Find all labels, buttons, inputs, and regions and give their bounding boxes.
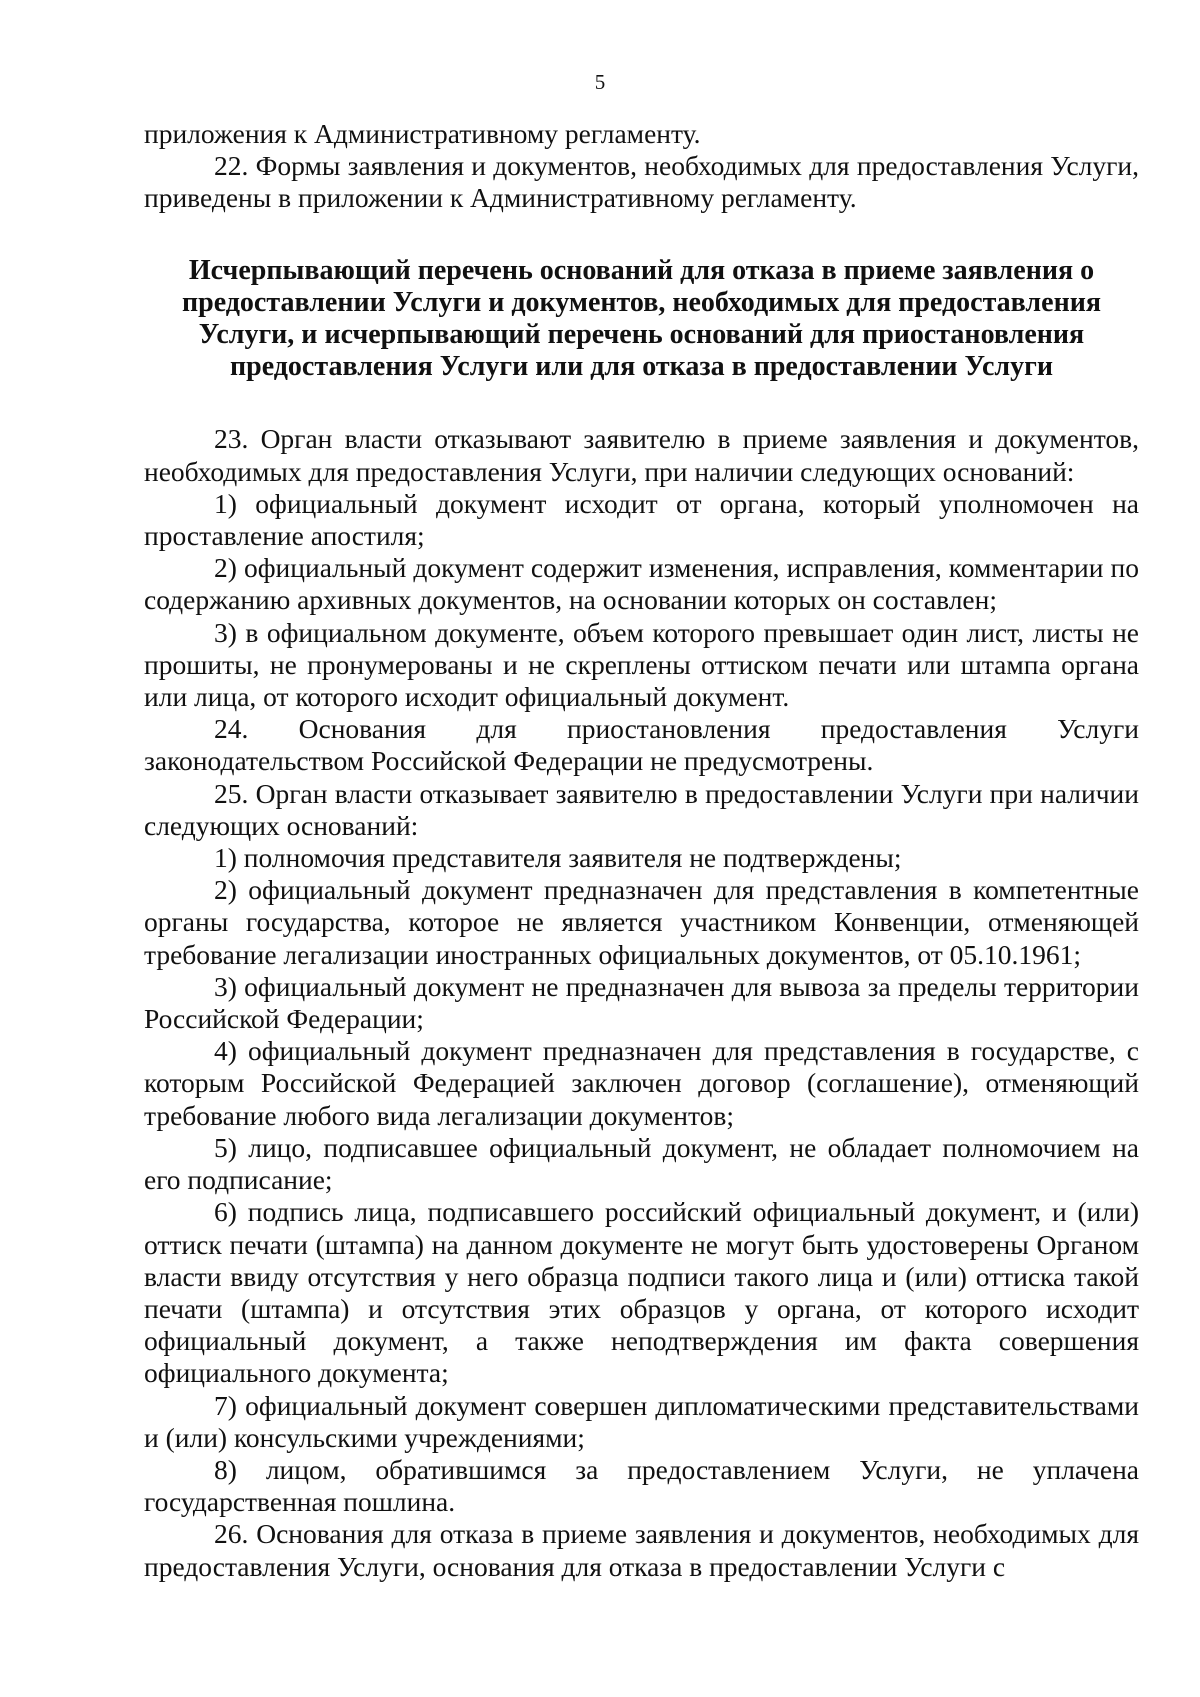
paragraph: 4) официальный документ предназначен для представления в государстве, с которым Российской Федерацией заключен договор (соглашение), отменяющий требование любого вида легализации документов; xyxy=(144,1035,1139,1131)
document-body xyxy=(144,118,1139,1583)
heading-line: предоставлении Услуги и документов, необходимых для предоставления xyxy=(182,286,1101,318)
paragraph: 6) подпись лица, подписавшего российский официальный документ, и (или) оттиск печати (штампа) на данном документе не могут быть удостоверены Органом власти ввиду отсутствия у него образца подписи такого лица и (или) оттиска такой печати (штампа) и отсутствия этих образцов у органа, от которого исходит официальный документ, а также неподтверждения им факта совершения официального документа; xyxy=(144,1196,1139,1389)
paragraph: 7) официальный документ совершен дипломатическими представительствами и (или) консульскими учреждениями; xyxy=(144,1389,1139,1453)
paragraph: 5) лицо, подписавшее официальный документ, не обладает полномочием на его подписание; xyxy=(144,1131,1139,1196)
paragraph: 3) официальный документ не предназначен для вывоза за пределы территории Российской Федерации; xyxy=(144,970,1139,1035)
paragraph: 2) официальный документ предназначен для представления в компетентные органы государства, которое не является участником Конвенции, отменяющей требование легализации иностранных официальных документов, от 05.10.1961; xyxy=(144,874,1139,970)
heading-line: Исчерпывающий перечень оснований для отказа в приеме заявления о xyxy=(188,254,1095,286)
paragraph: 23. Орган власти отказывают заявителю в приеме заявления и документов, необходимых для предоставления Услуги, при наличии следующих оснований: xyxy=(144,423,1139,487)
section-heading xyxy=(144,255,1139,384)
heading-line: предоставления Услуги или для отказа в предоставлении Услуги xyxy=(230,351,1053,383)
paragraph: 22. Формы заявления и документов, необходимых для предоставления Услуги, приведены в приложении к Административному регламенту. xyxy=(144,150,1139,214)
paragraph: 3) в официальном документе, объем которого превышает один лист, листы не прошиты, не пронумерованы и не скреплены оттиском печати или штампа органа или лица, от которого исходит официальный документ. xyxy=(144,616,1139,713)
paragraph: приложения к Административному регламенту. xyxy=(144,118,701,149)
paragraph: 8) лицом, обратившимся за предоставлением Услуги, не уплачена государственная пошлина. xyxy=(144,1453,1139,1518)
paragraph: 1) официальный документ исходит от органа, который уполномочен на проставление апостиля; xyxy=(144,487,1139,552)
page-number: 5 xyxy=(594,70,606,94)
paragraph: 2) официальный документ содержит изменения, исправления, комментарии по содержанию архивных документов, на основании которых он составлен; xyxy=(144,552,1139,616)
paragraph: 26. Основания для отказа в приеме заявления и документов, необходимых для предоставления Услуги, основания для отказа в предоставлении Услуги с xyxy=(144,1518,1139,1582)
paragraph: 24. Основания для приостановления предоставления Услуги законодательством Российской Федерации не предусмотрены. xyxy=(144,713,1139,777)
paragraph: 25. Орган власти отказывает заявителю в предоставлении Услуги при наличии следующих оснований: xyxy=(144,777,1139,841)
paragraph: 1) полномочия представителя заявителя не подтверждены; xyxy=(214,842,902,874)
heading-line: Услуги, и исчерпывающий перечень оснований для приостановления xyxy=(198,319,1085,351)
